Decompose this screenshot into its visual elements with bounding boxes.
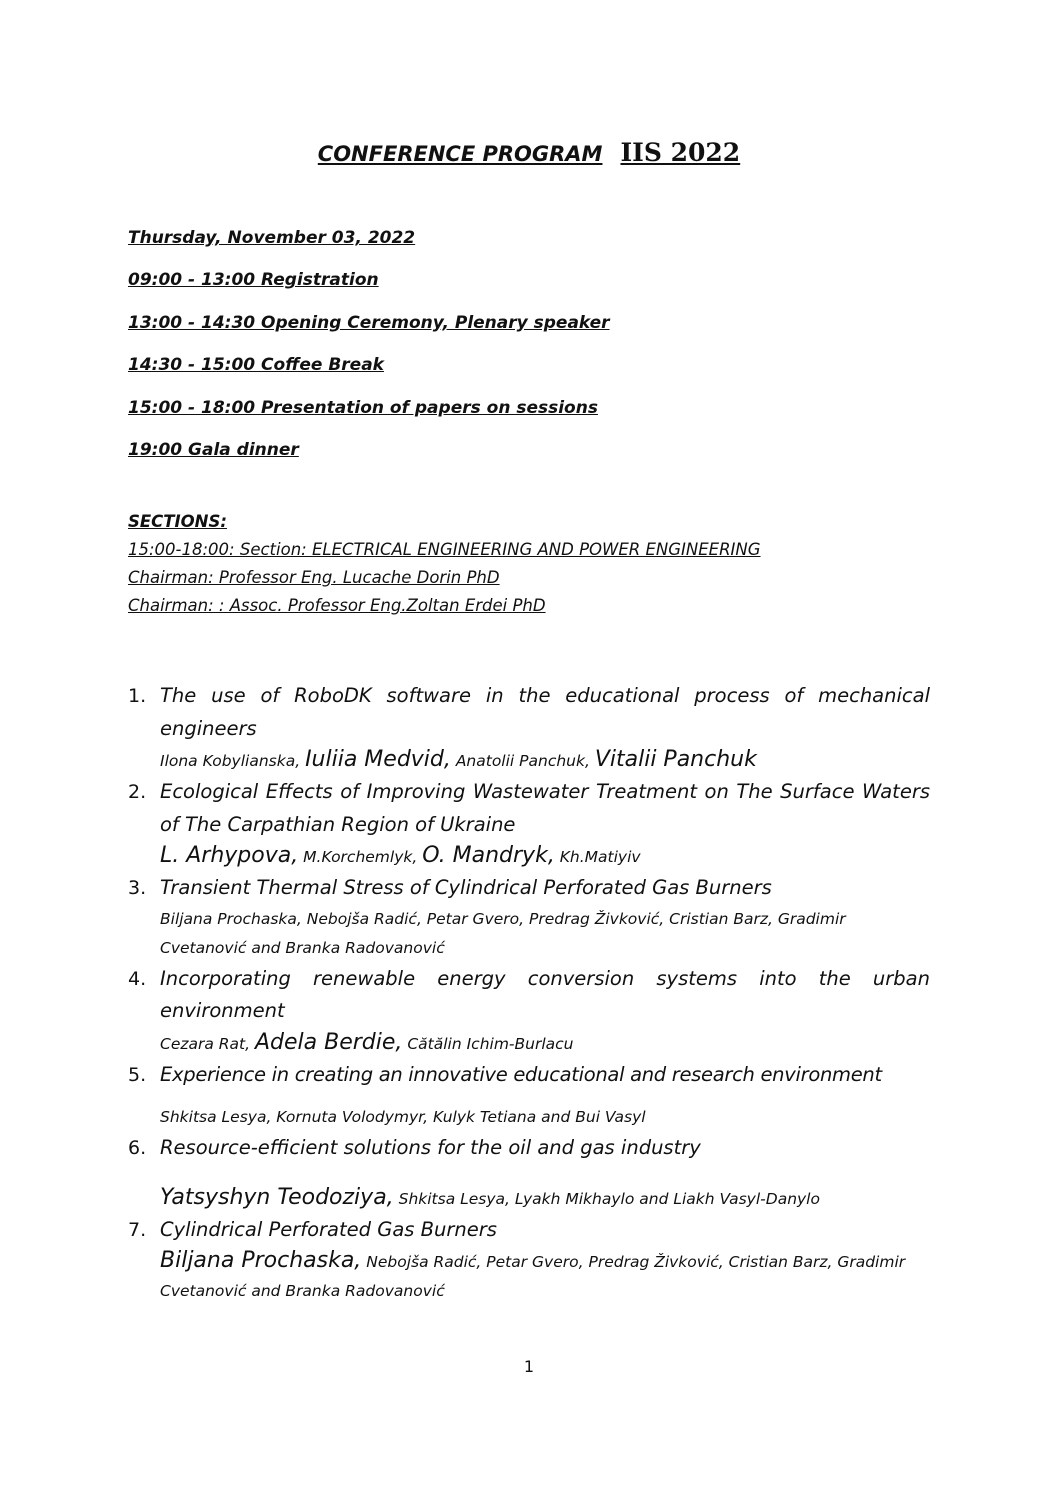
paper-title: Transient Thermal Stress of Cylindrical Perforated Gas Burners [160,876,772,899]
title-main: CONFERENCE PROGRAM [317,142,603,166]
author-name: O. Mandryk, [422,843,555,868]
schedule-item: 15:00 - 18:00 Presentation of papers on sessions [128,397,598,418]
page-title [0,138,1058,167]
author-name: Kh.Matiyiv [554,848,641,866]
paper-authors [160,841,930,872]
paper-authors [160,1183,930,1214]
author-name: Vitalii Panchuk [594,747,757,772]
author-name: Biljana Prochaska, [160,1248,362,1273]
author-name: Cezara Rat, [160,1034,255,1053]
list-item [128,1059,930,1133]
author-name: Shkitsa Lesya, Kornuta Volodymyr, Kulyk Tetiana and Bui Vasyl [160,1108,646,1126]
list-item [128,680,930,776]
section-title: 15:00-18:00: Section: ELECTRICAL ENGINEERING AND POWER ENGINEERING [128,540,761,559]
paper-number: 4. [128,967,147,990]
paper-title: Experience in creating an innovative educational and research environment [160,1062,882,1086]
author-name: Nebojša Radić, Petar Gvero, Predrag Živković, Cristian Barz, Gradimir Cvetanović and Branka Radovanović [160,1253,906,1300]
paper-number: 1. [128,685,147,707]
list-item [128,963,930,1059]
list-item [128,776,930,872]
paper-title: Cylindrical Perforated Gas Burners [160,1217,497,1241]
section-chairman: Chairman: : Assoc. Professor Eng.Zoltan Erdei PhD [128,596,546,615]
author-name: M.Korchemlyk, [298,848,423,866]
author-name: Anatolii Panchuk, [450,752,595,770]
author-name: Shkitsa Lesya, Lyakh Mikhaylo and Liakh Vasyl-Danylo [393,1189,820,1208]
paper-list [128,680,930,1306]
paper-authors [160,1246,930,1306]
paper-authors [160,1028,930,1059]
sections-block [128,508,761,620]
paper-number: 6. [128,1137,147,1159]
paper-number: 7. [128,1218,147,1241]
paper-number: 2. [128,781,147,803]
author-name: Biljana Prochaska, Nebojša Radić, Petar Gvero, Predrag Živković, Cristian Barz, Gradimir Cvetanović and Branka Radovanović [160,909,846,957]
author-name: Adela Berdie, [255,1029,403,1055]
paper-number: 3. [128,877,147,899]
list-item [128,872,930,963]
list-item [128,1132,930,1214]
author-name: Ilona Kobylianska, [160,752,306,770]
paper-title: Ecological Effects of Improving Wastewater Treatment on The Surface Waters of The Carpathian Region of Ukraine [160,780,930,836]
schedule-item: 19:00 Gala dinner [128,439,299,460]
paper-title: Incorporating renewable energy conversion systems into the urban environment [160,966,930,1022]
schedule-item: 13:00 - 14:30 Opening Ceremony, Plenary speaker [128,312,610,333]
schedule-item: 09:00 - 13:00 Registration [128,270,379,291]
paper-title: The use of RoboDK software in the educational process of mechanical engineers [160,684,930,740]
section-chairman: Chairman: Professor Eng. Lucache Dorin PhD [128,568,500,587]
schedule [128,224,610,478]
list-item [128,1214,930,1307]
author-name: L. Arhypova, [160,843,299,868]
title-event: IIS 2022 [620,138,741,167]
schedule-item: 14:30 - 15:00 Coffee Break [128,355,384,376]
author-name: Iuliia Medvid, [305,747,451,772]
paper-authors [160,745,930,776]
author-name: Cătălin Ichim-Burlacu [402,1034,574,1053]
author-name: Yatsyshyn Teodoziya, [160,1184,394,1210]
paper-title: Resource-efficient solutions for the oil and gas industry [160,1136,701,1159]
page-number: 1 [523,1357,535,1376]
paper-number: 5. [128,1063,147,1086]
paper-authors [160,905,930,963]
schedule-date: Thursday, November 03, 2022 [128,228,416,248]
sections-heading: SECTIONS: [128,512,227,531]
paper-authors [160,1103,930,1132]
